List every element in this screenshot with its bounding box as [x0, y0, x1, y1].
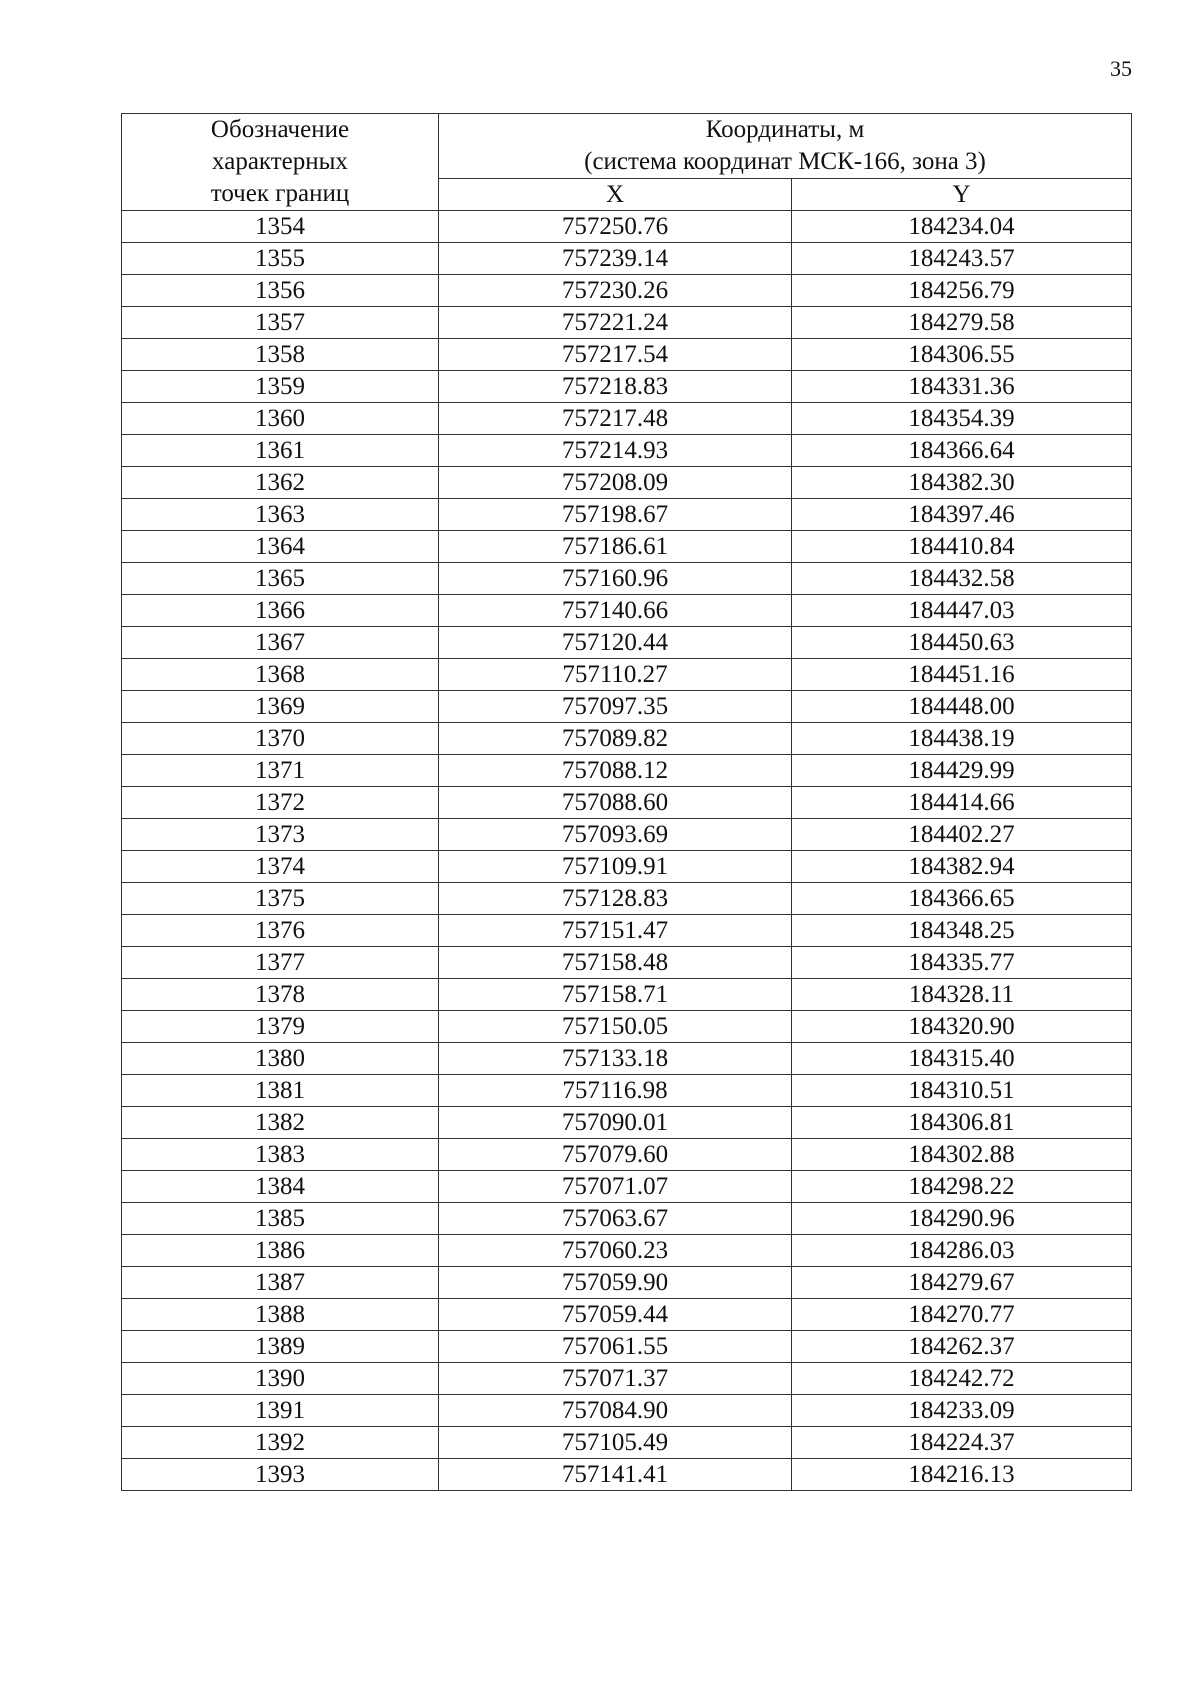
- y-coordinate-cell: 184216.13: [792, 1459, 1132, 1491]
- point-id-cell: 1380: [122, 1043, 439, 1075]
- coordinates-table: [121, 113, 1132, 1491]
- point-id-cell: 1366: [122, 595, 439, 627]
- y-coordinate-cell: 184306.55: [792, 339, 1132, 371]
- y-coordinate-cell: 184451.16: [792, 659, 1132, 691]
- point-id-cell: 1357: [122, 307, 439, 339]
- y-coordinate-cell: 184286.03: [792, 1235, 1132, 1267]
- table-row: [122, 627, 1132, 659]
- table-row: [122, 979, 1132, 1011]
- y-coordinate-cell: 184450.63: [792, 627, 1132, 659]
- table-row: [122, 1107, 1132, 1139]
- point-id-cell: 1379: [122, 1011, 439, 1043]
- table-row: [122, 1267, 1132, 1299]
- y-coordinate-cell: 184348.25: [792, 915, 1132, 947]
- x-coordinate-cell: 757250.76: [439, 211, 792, 243]
- table-row: [122, 691, 1132, 723]
- point-id-cell: 1385: [122, 1203, 439, 1235]
- point-id-cell: 1374: [122, 851, 439, 883]
- x-coordinate-cell: 757141.41: [439, 1459, 792, 1491]
- y-coordinate-cell: 184448.00: [792, 691, 1132, 723]
- table-row: [122, 1203, 1132, 1235]
- y-coordinate-cell: 184335.77: [792, 947, 1132, 979]
- y-coordinate-cell: 184233.09: [792, 1395, 1132, 1427]
- x-coordinate-cell: 757105.49: [439, 1427, 792, 1459]
- table-row: [122, 1459, 1132, 1491]
- header-row-top: [122, 114, 1132, 179]
- point-header-line: характерных: [212, 148, 348, 175]
- point-id-cell: 1354: [122, 211, 439, 243]
- table-row: [122, 1299, 1132, 1331]
- y-coordinate-cell: 184382.30: [792, 467, 1132, 499]
- table-row: [122, 403, 1132, 435]
- y-coordinate-cell: 184315.40: [792, 1043, 1132, 1075]
- y-coordinate-cell: 184302.88: [792, 1139, 1132, 1171]
- point-id-cell: 1372: [122, 787, 439, 819]
- x-coordinate-cell: 757158.71: [439, 979, 792, 1011]
- table-row: [122, 211, 1132, 243]
- y-coordinate-cell: 184410.84: [792, 531, 1132, 563]
- point-id-cell: 1364: [122, 531, 439, 563]
- point-header-line: Обозначение: [210, 116, 350, 143]
- table-row: [122, 1011, 1132, 1043]
- y-coordinate-cell: 184242.72: [792, 1363, 1132, 1395]
- point-id-cell: 1368: [122, 659, 439, 691]
- y-coordinate-cell: 184328.11: [792, 979, 1132, 1011]
- x-coordinate-cell: 757090.01: [439, 1107, 792, 1139]
- point-id-cell: 1370: [122, 723, 439, 755]
- point-id-cell: 1377: [122, 947, 439, 979]
- point-id-cell: 1384: [122, 1171, 439, 1203]
- y-coordinate-cell: 184234.04: [792, 211, 1132, 243]
- x-coordinate-cell: 757088.60: [439, 787, 792, 819]
- x-coordinate-cell: 757217.48: [439, 403, 792, 435]
- x-coordinate-cell: 757109.91: [439, 851, 792, 883]
- point-id-cell: 1360: [122, 403, 439, 435]
- x-coordinate-cell: 757239.14: [439, 243, 792, 275]
- y-coordinate-cell: 184331.36: [792, 371, 1132, 403]
- x-coordinate-cell: 757071.07: [439, 1171, 792, 1203]
- table-row: [122, 1331, 1132, 1363]
- table-row: [122, 1075, 1132, 1107]
- y-coordinate-cell: 184290.96: [792, 1203, 1132, 1235]
- y-coordinate-cell: 184270.77: [792, 1299, 1132, 1331]
- x-coordinate-cell: 757151.47: [439, 915, 792, 947]
- x-coordinate-cell: 757061.55: [439, 1331, 792, 1363]
- x-coordinate-cell: 757214.93: [439, 435, 792, 467]
- table-row: [122, 531, 1132, 563]
- table-row: [122, 947, 1132, 979]
- point-id-cell: 1388: [122, 1299, 439, 1331]
- table-row: [122, 1427, 1132, 1459]
- point-id-cell: 1383: [122, 1139, 439, 1171]
- point-id-cell: 1373: [122, 819, 439, 851]
- x-coordinate-cell: 757208.09: [439, 467, 792, 499]
- table-row: [122, 467, 1132, 499]
- y-coordinate-cell: 184438.19: [792, 723, 1132, 755]
- coordinates-header: [439, 114, 1132, 179]
- x-coordinate-cell: 757110.27: [439, 659, 792, 691]
- point-id-cell: 1355: [122, 243, 439, 275]
- point-id-cell: 1358: [122, 339, 439, 371]
- table-row: [122, 1363, 1132, 1395]
- y-coordinate-cell: 184243.57: [792, 243, 1132, 275]
- y-coordinate-cell: 184298.22: [792, 1171, 1132, 1203]
- point-id-cell: 1367: [122, 627, 439, 659]
- x-coordinate-cell: 757150.05: [439, 1011, 792, 1043]
- table-row: [122, 755, 1132, 787]
- point-id-cell: 1378: [122, 979, 439, 1011]
- x-coordinate-cell: 757097.35: [439, 691, 792, 723]
- y-coordinate-cell: 184429.99: [792, 755, 1132, 787]
- y-coordinate-cell: 184397.46: [792, 499, 1132, 531]
- x-coordinate-cell: 757221.24: [439, 307, 792, 339]
- table-row: [122, 659, 1132, 691]
- point-id-cell: 1362: [122, 467, 439, 499]
- table-row: [122, 787, 1132, 819]
- x-coordinate-cell: 757059.44: [439, 1299, 792, 1331]
- x-coordinate-cell: 757140.66: [439, 595, 792, 627]
- point-id-cell: 1391: [122, 1395, 439, 1427]
- table-row: [122, 435, 1132, 467]
- y-coordinate-cell: 184414.66: [792, 787, 1132, 819]
- point-id-cell: 1376: [122, 915, 439, 947]
- x-coordinate-cell: 757158.48: [439, 947, 792, 979]
- y-coordinate-cell: 184256.79: [792, 275, 1132, 307]
- table-row: [122, 595, 1132, 627]
- y-coordinate-cell: 184320.90: [792, 1011, 1132, 1043]
- point-id-cell: 1361: [122, 435, 439, 467]
- y-coordinate-cell: 184262.37: [792, 1331, 1132, 1363]
- table-row: [122, 339, 1132, 371]
- table-row: [122, 1235, 1132, 1267]
- x-coordinate-cell: 757128.83: [439, 883, 792, 915]
- x-coordinate-cell: 757218.83: [439, 371, 792, 403]
- y-coordinate-cell: 184382.94: [792, 851, 1132, 883]
- table-row: [122, 1043, 1132, 1075]
- y-coordinate-cell: 184306.81: [792, 1107, 1132, 1139]
- point-id-cell: 1363: [122, 499, 439, 531]
- x-coordinate-cell: 757217.54: [439, 339, 792, 371]
- y-coordinate-cell: 184279.58: [792, 307, 1132, 339]
- x-coordinate-cell: 757059.90: [439, 1267, 792, 1299]
- x-coordinate-cell: 757093.69: [439, 819, 792, 851]
- point-id-cell: 1389: [122, 1331, 439, 1363]
- table-row: [122, 819, 1132, 851]
- table-row: [122, 307, 1132, 339]
- x-coordinate-cell: 757071.37: [439, 1363, 792, 1395]
- x-coordinate-cell: 757120.44: [439, 627, 792, 659]
- table-row: [122, 883, 1132, 915]
- point-id-cell: 1369: [122, 691, 439, 723]
- x-coordinate-cell: 757088.12: [439, 755, 792, 787]
- x-coordinate-cell: 757198.67: [439, 499, 792, 531]
- y-coordinate-cell: 184366.65: [792, 883, 1132, 915]
- x-column-header: X: [439, 179, 792, 211]
- table-row: [122, 915, 1132, 947]
- table-row: [122, 275, 1132, 307]
- point-header-line: точек границ: [210, 180, 350, 207]
- point-id-cell: 1371: [122, 755, 439, 787]
- point-id-cell: 1375: [122, 883, 439, 915]
- point-id-cell: 1387: [122, 1267, 439, 1299]
- table-row: [122, 723, 1132, 755]
- x-coordinate-cell: 757063.67: [439, 1203, 792, 1235]
- x-coordinate-cell: 757084.90: [439, 1395, 792, 1427]
- x-coordinate-cell: 757116.98: [439, 1075, 792, 1107]
- point-id-cell: 1381: [122, 1075, 439, 1107]
- table-row: [122, 1395, 1132, 1427]
- y-coordinate-cell: 184402.27: [792, 819, 1132, 851]
- point-id-cell: 1382: [122, 1107, 439, 1139]
- x-coordinate-cell: 757186.61: [439, 531, 792, 563]
- page-number: 35: [1110, 56, 1132, 81]
- table-row: [122, 563, 1132, 595]
- table-row: [122, 243, 1132, 275]
- y-column-header: Y: [792, 179, 1132, 211]
- coords-header-line: (система координат МСК-166, зона 3): [584, 148, 986, 175]
- y-coordinate-cell: 184310.51: [792, 1075, 1132, 1107]
- table-body: [122, 211, 1132, 1491]
- x-coordinate-cell: 757133.18: [439, 1043, 792, 1075]
- coords-header-line: Координаты, м: [705, 116, 865, 143]
- x-coordinate-cell: 757230.26: [439, 275, 792, 307]
- y-coordinate-cell: 184447.03: [792, 595, 1132, 627]
- x-coordinate-cell: 757160.96: [439, 563, 792, 595]
- x-coordinate-cell: 757079.60: [439, 1139, 792, 1171]
- table-row: [122, 1139, 1132, 1171]
- point-id-cell: 1365: [122, 563, 439, 595]
- x-coordinate-cell: 757060.23: [439, 1235, 792, 1267]
- y-coordinate-cell: 184354.39: [792, 403, 1132, 435]
- x-coordinate-cell: 757089.82: [439, 723, 792, 755]
- table-row: [122, 371, 1132, 403]
- y-coordinate-cell: 184432.58: [792, 563, 1132, 595]
- point-id-cell: 1356: [122, 275, 439, 307]
- y-coordinate-cell: 184279.67: [792, 1267, 1132, 1299]
- point-designation-header: [122, 114, 439, 211]
- point-id-cell: 1393: [122, 1459, 439, 1491]
- table-row: [122, 851, 1132, 883]
- point-id-cell: 1392: [122, 1427, 439, 1459]
- y-coordinate-cell: 184366.64: [792, 435, 1132, 467]
- y-coordinate-cell: 184224.37: [792, 1427, 1132, 1459]
- point-id-cell: 1359: [122, 371, 439, 403]
- table-row: [122, 499, 1132, 531]
- table-row: [122, 1171, 1132, 1203]
- point-id-cell: 1386: [122, 1235, 439, 1267]
- point-id-cell: 1390: [122, 1363, 439, 1395]
